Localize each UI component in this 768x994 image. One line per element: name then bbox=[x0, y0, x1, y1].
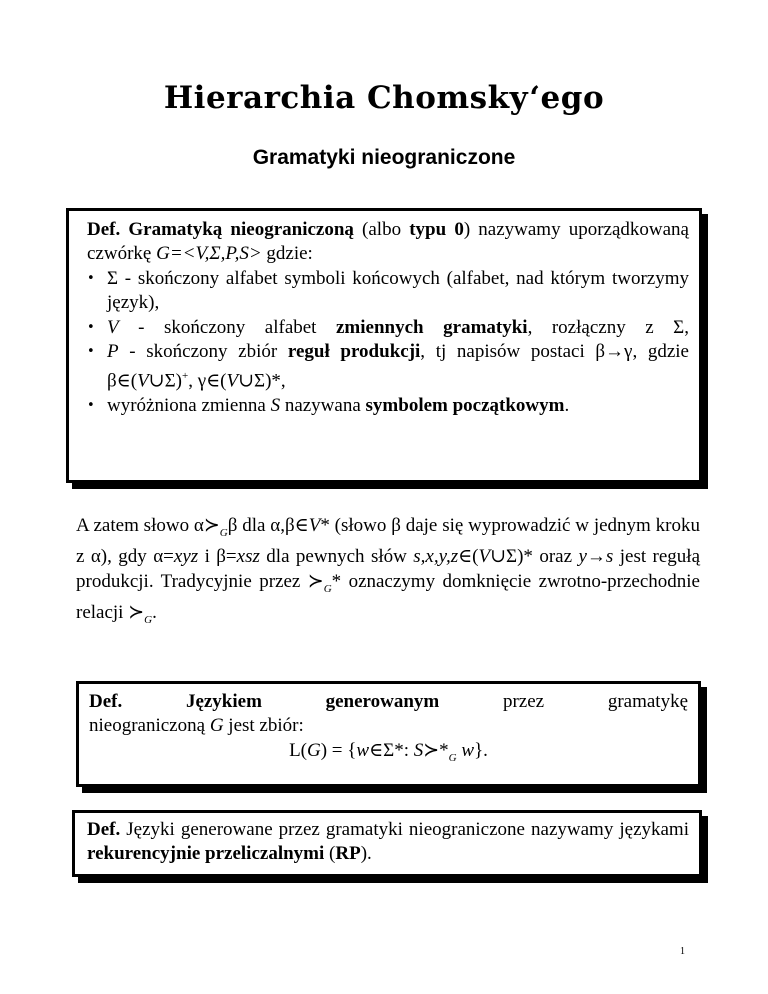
page-title: Hierarchia Chomsky‘ego bbox=[163, 80, 605, 116]
definition-item-start-symbol: • wyróżniona zmienna S nazywana symbolem początkowym. bbox=[87, 394, 689, 418]
definition-intro: Def. Gramatyką nieograniczoną (albo typu 0) nazywamy uporządkowaną czwórkę G=<V,Σ,P,S> gdzie: bbox=[87, 219, 689, 265]
derivation-paragraph: A zatem słowo $\alpha≻_G\beta$ dla α,β∈V* (słowo β daje się wyprowadzić w jednym kroku z α), gdy α=xyz i β=xsz dla pewnych słów s,x,y,z∈(V∪Σ)* oraz y→s jest regułą produkcji. Tradycyjnie przez $≻_G*$ oznaczymy domknięcie zwrotno-przechodnie relacji $≻_G$. bbox=[76, 515, 701, 627]
definition2-line2: nieograniczoną G jest zbiór: bbox=[89, 715, 304, 737]
definition3-text: Def. Języki generowane przez gramatyki nieograniczone nazywamy językami rekurencyjnie przeliczalnymi (RP). bbox=[87, 819, 689, 865]
definition2-line1: Def. Językiem generowanym przez gramatykę bbox=[89, 691, 688, 712]
definition-item-productions: • P - skończony zbiór reguł produkcji, tj napisów postaci β→γ, gdzie β∈(V∪Σ)+, γ∈(V∪Σ)*, bbox=[87, 340, 689, 394]
definition-item-sigma: • Σ - skończony alfabet symboli końcowych (alfabet, nad którym tworzymy język), bbox=[87, 267, 689, 316]
definition-box-unrestricted-grammar bbox=[66, 208, 702, 483]
language-formula: L(G) = {w∈Σ*: $S≻*_G$ w}. bbox=[289, 739, 488, 764]
page-subtitle: Gramatyki nieograniczone bbox=[252, 146, 516, 169]
definition-items bbox=[87, 267, 689, 419]
definition-item-variables: • V - skończony alfabet zmiennych gramatyki, rozłączny z Σ, bbox=[87, 316, 689, 340]
page-number: 1 bbox=[680, 946, 685, 957]
definition-box-generated-language bbox=[76, 681, 701, 787]
definition-box-re-languages bbox=[72, 810, 702, 877]
